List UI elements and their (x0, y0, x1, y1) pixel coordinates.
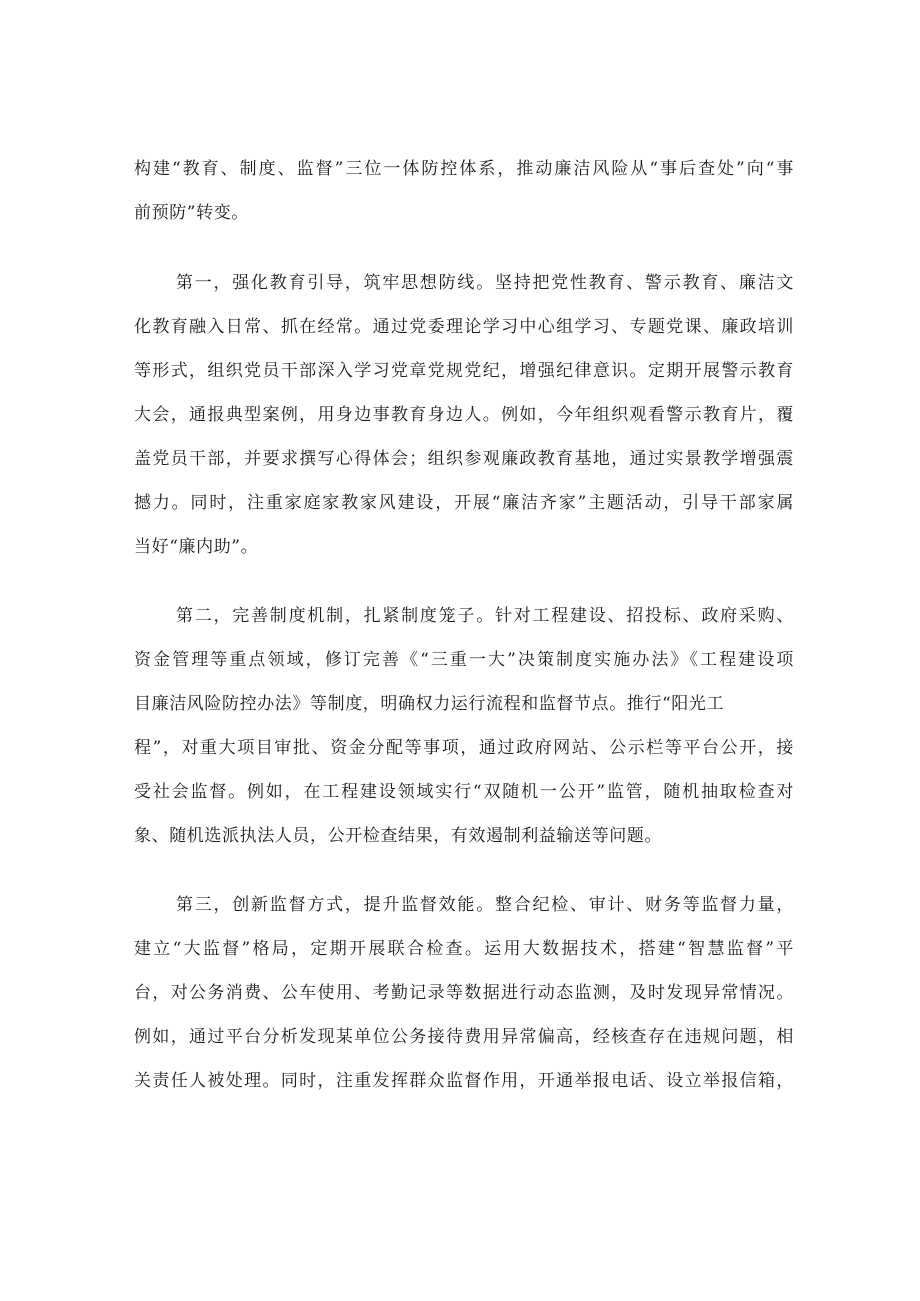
paragraph-line: 程”，对重大项目审批、资金分配等事项，通过政府网站、公示栏等平台公开，接 (134, 738, 794, 758)
paragraph-line: 台，对公务消费、公车使用、考勤记录等数据进行动态监测，及时发现异常情况。 (134, 983, 794, 1003)
paragraph-line: 前预防”转变。 (134, 203, 249, 223)
paragraph-line: 象、随机选派执法人员，公开检查结果，有效遏制利益输送等问题。 (134, 826, 662, 846)
paragraph-line: 例如，通过平台分析发现某单位公务接待费用异常偏高，经核查存在违规问题，相 (134, 1027, 794, 1047)
paragraph-line: 第二，完善制度机制，扎紧制度笼子。针对工程建设、招投标、政府采购、 (176, 606, 794, 626)
paragraph-line: 撼力。同时，注重家庭家教家风建设，开展“廉洁齐家”主题活动，引导干部家属 (134, 493, 794, 513)
paragraph-line: 关责任人被处理。同时，注重发挥群众监督作用，开通举报电话、设立举报信箱， (134, 1071, 794, 1091)
paragraph-line: 第一，强化教育引导，筑牢思想防线。坚持把党性教育、警示教育、廉洁文 (176, 273, 794, 293)
paragraph-line: 目廉洁风险防控办法》等制度，明确权力运行流程和监督节点。推行“阳光工 (134, 694, 725, 714)
paragraph-line: 盖党员干部，并要求撰写心得体会；组织参观廉政教育基地，通过实景教学增强震 (134, 449, 794, 469)
paragraph-line: 第三，创新监督方式，提升监督效能。整合纪检、审计、财务等监督力量， (176, 895, 794, 915)
paragraph-line: 当好“廉内助”。 (134, 537, 259, 557)
paragraph-line: 建立“大监督”格局，定期开展联合检查。运用大数据技术，搭建“智慧监督”平 (134, 939, 794, 959)
paragraph-line: 构建“教育、制度、监督”三位一体防控体系，推动廉洁风险从“事后查处”向“事 (134, 159, 794, 179)
paragraph-line: 大会，通报典型案例，用身边事教育身边人。例如，今年组织观看警示教育片，覆 (134, 405, 794, 425)
paragraph-line: 化教育融入日常、抓在经常。通过党委理论学习中心组学习、专题党课、廉政培训 (134, 317, 794, 337)
paragraph-line: 资金管理等重点领域，修订完善《“三重一大”决策制度实施办法》《工程建设项 (134, 650, 794, 670)
paragraph-line: 受社会监督。例如，在工程建设领域实行“双随机一公开”监管，随机抽取检查对 (134, 782, 794, 802)
paragraph-line: 等形式，组织党员干部深入学习党章党规党纪，增强纪律意识。定期开展警示教育 (134, 361, 794, 381)
